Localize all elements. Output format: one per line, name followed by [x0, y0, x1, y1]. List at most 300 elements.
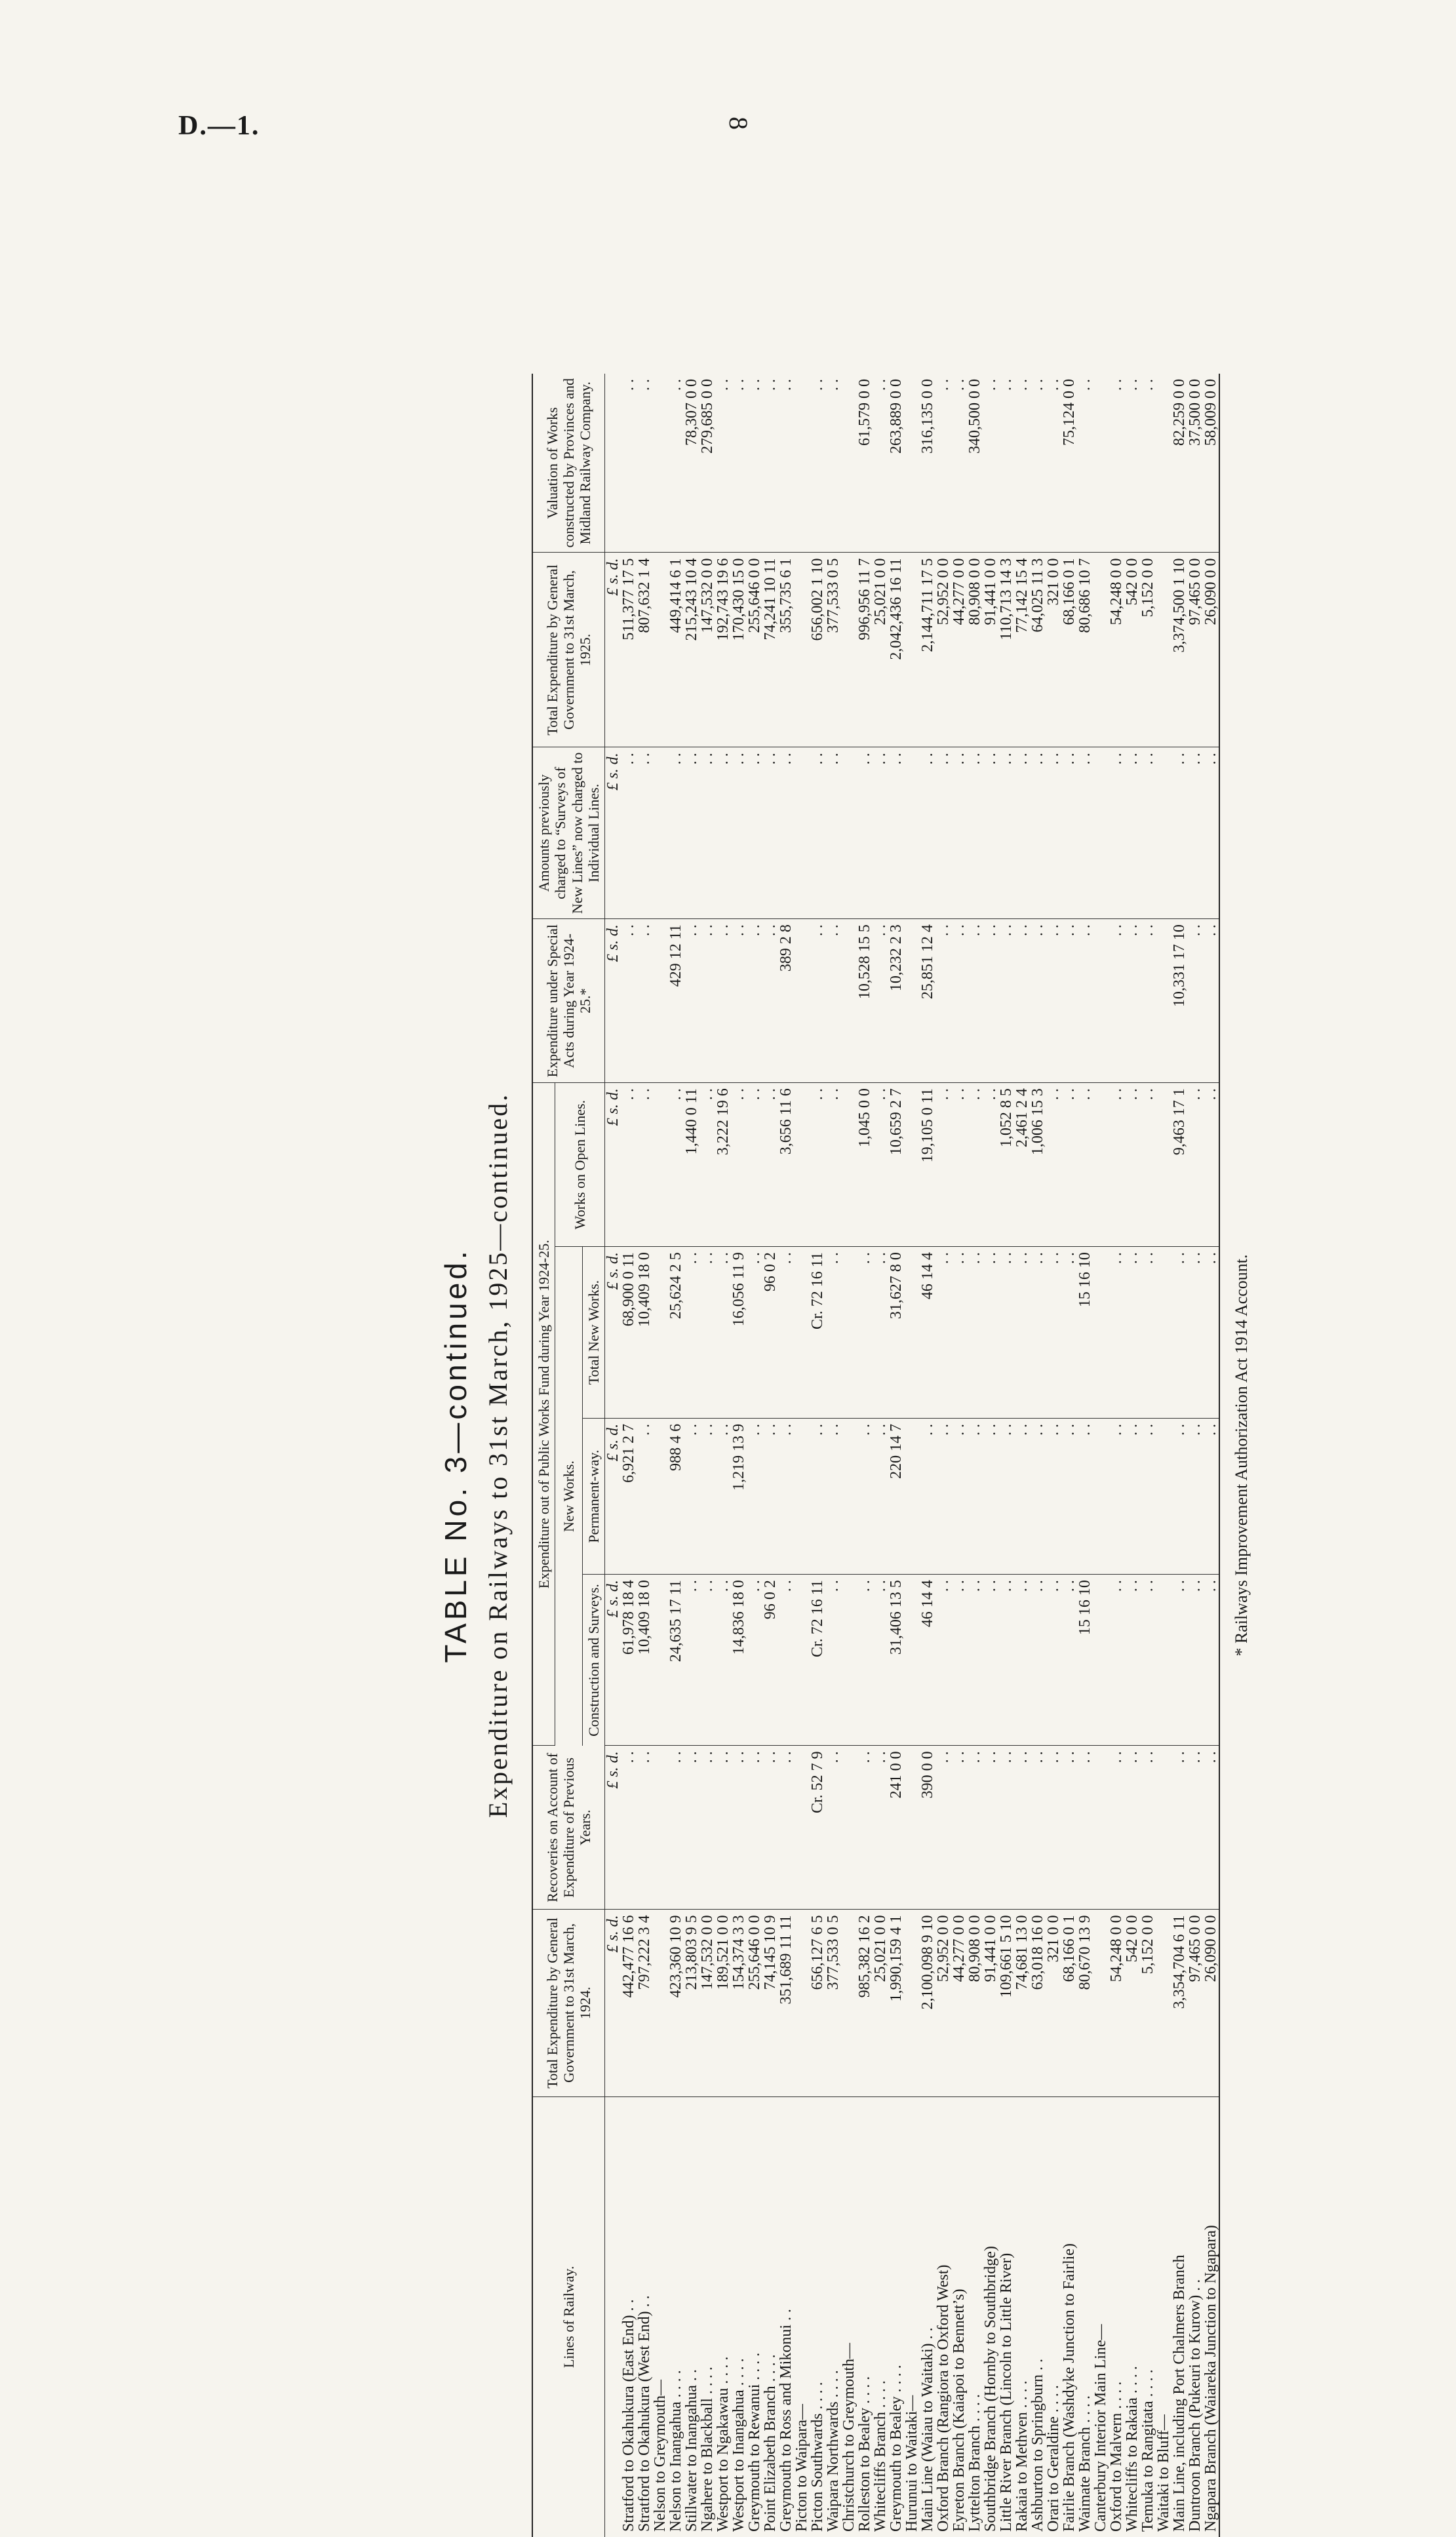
amount-cell: 110,713 14 3	[998, 553, 1014, 747]
table-row	[967, 374, 983, 2537]
amount-cell: . .	[1140, 747, 1156, 919]
amount-cell: . .	[621, 747, 637, 919]
amount-cell: . .	[778, 1247, 794, 1419]
amount-cell	[794, 374, 810, 553]
currency-row: £ s. d. £ s. d. £ s. d. £ s. d. £ s. d. £ s. d. £ s. d. £ s. d. £ s. d.	[605, 374, 621, 2537]
amount-cell: . .	[621, 374, 637, 553]
amount-cell: 74,241 10 11	[762, 553, 778, 747]
table-row	[998, 374, 1014, 2537]
amount-cell: 10,331 17 10	[1171, 919, 1187, 1083]
amount-cell: 656,002 1 10	[810, 553, 825, 747]
amount-cell: . .	[825, 1575, 841, 1746]
amount-cell: 96 0 2	[762, 1247, 778, 1419]
amount-cell: 68,166 0 1	[1061, 1910, 1077, 2096]
amount-cell: . .	[684, 1746, 699, 1910]
railway-line-name: Rolleston to Bealey . . . .	[856, 2376, 874, 2532]
amount-cell	[841, 1418, 857, 1574]
railway-line-name: Orari to Geraldine . . . .	[1045, 2385, 1063, 2532]
amount-cell: . .	[967, 1083, 983, 1247]
railway-line-name: Main Line, including Port Chalmers Branch	[1171, 2254, 1189, 2532]
amount-cell: . .	[857, 747, 873, 919]
amount-cell	[1156, 1910, 1171, 2096]
amount-cell: . .	[857, 1575, 873, 1746]
amount-cell: . .	[1030, 1575, 1046, 1746]
amount-cell: 996,956 11 7	[857, 553, 873, 747]
amount-cell: . .	[935, 1418, 951, 1574]
amount-cell	[1093, 1575, 1109, 1746]
amount-cell: 263,889 0 0	[888, 374, 904, 553]
amount-cell: 10,232 2 3	[888, 919, 904, 1083]
amount-cell: . .	[1140, 1418, 1156, 1574]
railway-line-name: Whitecliffs Branch . . . .	[872, 2380, 890, 2532]
amount-cell	[794, 1247, 810, 1419]
amount-cell: . .	[825, 1418, 841, 1574]
rotated-table-page	[433, 374, 1416, 2537]
table-row	[810, 374, 825, 2537]
railway-line-name: Greymouth to Rewanui . . . .	[746, 2352, 764, 2532]
amount-cell: . .	[825, 919, 841, 1083]
amount-cell: . .	[920, 747, 935, 919]
railway-line-name: Oxford Branch (Rangiora to Oxford West)	[935, 2264, 953, 2532]
amount-cell: . .	[668, 374, 684, 553]
amount-cell: . .	[637, 1083, 652, 1247]
amount-cell: . .	[621, 1746, 637, 1910]
amount-cell: . .	[1124, 374, 1140, 553]
amount-cell: 10,659 2 7	[888, 1083, 904, 1247]
amount-cell: . .	[825, 1083, 841, 1247]
amount-cell: 24,635 17 11	[668, 1575, 684, 1746]
amount-cell: 80,686 10 7	[1077, 553, 1093, 747]
amount-cell: . .	[1014, 1746, 1030, 1910]
amount-cell: . .	[1077, 1746, 1093, 1910]
table-row	[920, 374, 935, 2537]
amount-cell: 96 0 2	[762, 1575, 778, 1746]
amount-cell: . .	[1061, 1247, 1077, 1419]
amount-cell: . .	[699, 747, 715, 919]
amount-cell: . .	[731, 1083, 747, 1247]
amount-cell: . .	[1124, 1575, 1140, 1746]
amount-cell: 542 0 0	[1124, 1910, 1140, 2096]
table-row	[1030, 374, 1046, 2537]
amount-cell: . .	[684, 1247, 699, 1419]
amount-cell: . .	[1109, 1575, 1124, 1746]
railway-line-name: Waitaki to Bluff—	[1155, 2414, 1173, 2532]
railway-line-name: Nelson to Inangahua . . . .	[667, 2370, 685, 2532]
amount-cell: . .	[1109, 1247, 1124, 1419]
amount-cell: . .	[778, 374, 794, 553]
amount-cell: . .	[1046, 374, 1061, 553]
amount-cell: . .	[983, 919, 998, 1083]
amount-cell	[794, 919, 810, 1083]
amount-cell	[1093, 1247, 1109, 1419]
amount-cell: . .	[747, 1418, 762, 1574]
col-valuation: Valuation of Works constructed by Provinces and Midland Railway Company.	[532, 374, 605, 553]
amount-cell: . .	[699, 1418, 715, 1574]
amount-cell: . .	[951, 1575, 967, 1746]
amount-cell	[904, 553, 920, 747]
amount-cell	[904, 374, 920, 553]
amount-cell: . .	[935, 919, 951, 1083]
amount-cell: . .	[951, 374, 967, 553]
railway-line-name: Picton Southwards . . . .	[809, 2382, 827, 2532]
railway-line-name: Greymouth to Ross and Mikonui . .	[777, 2309, 795, 2532]
amount-cell: 1,006 15 3	[1030, 1083, 1046, 1247]
railway-line-name: Greymouth to Bealey . . . .	[888, 2365, 905, 2532]
amount-cell: 2,461 2 4	[1014, 1083, 1030, 1247]
railway-line-name: Waimate Branch . . . .	[1076, 2395, 1094, 2532]
amount-cell: 2,042,436 16 11	[888, 553, 904, 747]
amount-cell: . .	[967, 1746, 983, 1910]
amount-cell: . .	[778, 1418, 794, 1574]
amount-cell: . .	[715, 374, 731, 553]
amount-cell: 58,009 0 0	[1203, 374, 1219, 553]
amount-cell	[904, 1575, 920, 1746]
amount-cell: 213,803 9 5	[684, 1910, 699, 2096]
amount-cell	[841, 553, 857, 747]
col-group-public-works: Expenditure out of Public Works Fund during Year 1924-25.	[532, 1083, 555, 1746]
amount-cell: . .	[1124, 747, 1140, 919]
table-row	[1156, 374, 1171, 2537]
amount-cell: . .	[637, 919, 652, 1083]
railway-line-name: Main Line (Waiau to Waitaki) . .	[919, 2327, 937, 2532]
amount-cell: 279,685 0 0	[699, 374, 715, 553]
amount-cell: 75,124 0 0	[1061, 374, 1077, 553]
table-row	[1124, 374, 1140, 2537]
amount-cell	[1093, 919, 1109, 1083]
railway-line-name: Hurunui to Waitaki—	[903, 2395, 921, 2532]
amount-cell	[1156, 1247, 1171, 1419]
amount-cell: . .	[810, 919, 825, 1083]
amount-cell: 255,646 0 0	[747, 553, 762, 747]
amount-cell: . .	[762, 374, 778, 553]
amount-cell: . .	[1061, 1083, 1077, 1247]
amount-cell	[652, 1083, 668, 1247]
amount-cell: . .	[637, 1418, 652, 1574]
amount-cell: . .	[715, 1418, 731, 1574]
amount-cell: . .	[1140, 1575, 1156, 1746]
expenditure-table	[532, 374, 1220, 2537]
amount-cell: 77,142 15 4	[1014, 553, 1030, 747]
amount-cell: . .	[684, 919, 699, 1083]
amount-cell: . .	[1187, 1083, 1203, 1247]
railway-line-name: Southbridge Branch (Hornby to Southbridge)	[982, 2246, 1000, 2532]
amount-cell: 542 0 0	[1124, 553, 1140, 747]
col-new-works: New Works.	[555, 1247, 583, 1746]
amount-cell: . .	[1014, 1247, 1030, 1419]
col-lines: Lines of Railway.	[532, 2096, 605, 2537]
table-row	[951, 374, 967, 2537]
amount-cell: . .	[637, 374, 652, 553]
table-row	[1014, 374, 1030, 2537]
amount-cell: . .	[1014, 747, 1030, 919]
amount-cell: 3,374,500 1 10	[1171, 553, 1187, 747]
amount-cell: . .	[951, 1418, 967, 1574]
amount-cell: 316,135 0 0	[920, 374, 935, 553]
amount-cell: 2,144,711 17 5	[920, 553, 935, 747]
amount-cell: 61,579 0 0	[857, 374, 873, 553]
amount-cell: . .	[998, 374, 1014, 553]
amount-cell: . .	[1203, 1083, 1219, 1247]
amount-cell: 44,277 0 0	[951, 553, 967, 747]
amount-cell: 37,500 0 0	[1187, 374, 1203, 553]
table-row	[904, 374, 920, 2537]
amount-cell: 3,656 11 6	[778, 1083, 794, 1247]
amount-cell	[841, 1575, 857, 1746]
amount-cell: . .	[1109, 747, 1124, 919]
amount-cell: . .	[810, 1418, 825, 1574]
table-row	[1061, 374, 1077, 2537]
amount-cell: . .	[1187, 919, 1203, 1083]
table-row	[1171, 374, 1187, 2537]
amount-cell	[1093, 374, 1109, 553]
amount-cell	[904, 1418, 920, 1574]
amount-cell: . .	[810, 374, 825, 553]
amount-cell	[904, 747, 920, 919]
amount-cell: . .	[983, 374, 998, 553]
amount-cell	[794, 1910, 810, 2096]
amount-cell: . .	[983, 1418, 998, 1574]
amount-cell: . .	[1140, 374, 1156, 553]
railway-line-name: Little River Branch (Lincoln to Little River)	[998, 2252, 1015, 2532]
railway-line-name: Westport to Inangahua . . . .	[730, 2358, 748, 2532]
col-construction: Construction and Surveys.	[582, 1575, 604, 1746]
amount-cell: . .	[684, 1418, 699, 1574]
amount-cell: 97,465 0 0	[1187, 553, 1203, 747]
amount-cell: . .	[935, 1083, 951, 1247]
amount-cell: . .	[1061, 747, 1077, 919]
amount-cell: 64,025 11 3	[1030, 553, 1046, 747]
amount-cell: . .	[1046, 747, 1061, 919]
amount-cell: . .	[1187, 747, 1203, 919]
amount-cell: . .	[825, 374, 841, 553]
amount-cell: 25,021 0 0	[873, 1910, 888, 2096]
amount-cell: . .	[778, 747, 794, 919]
amount-cell: 355,735 6 1	[778, 553, 794, 747]
amount-cell: 61,978 18 4	[621, 1575, 637, 1746]
amount-cell: . .	[1203, 1247, 1219, 1419]
amount-cell: . .	[715, 1247, 731, 1419]
table-row	[1109, 374, 1124, 2537]
amount-cell: 1,440 0 11	[684, 1083, 699, 1247]
amount-cell: . .	[935, 747, 951, 919]
amount-cell: 68,900 0 11	[621, 1247, 637, 1419]
amount-cell: 5,152 0 0	[1140, 553, 1156, 747]
amount-cell	[794, 1575, 810, 1746]
amount-cell	[841, 1746, 857, 1910]
amount-cell: 147,532 0 0	[699, 553, 715, 747]
amount-cell: 19,105 0 11	[920, 1083, 935, 1247]
amount-cell: . .	[935, 374, 951, 553]
railway-line-name: Temuka to Rangitata . . . .	[1139, 2369, 1157, 2532]
table-row	[1046, 374, 1061, 2537]
amount-cell: . .	[935, 1746, 951, 1910]
amount-cell: . .	[715, 747, 731, 919]
amount-cell: . .	[1171, 1746, 1187, 1910]
amount-cell: 68,166 0 1	[1061, 553, 1077, 747]
amount-cell: . .	[1203, 1746, 1219, 1910]
amount-cell: . .	[951, 747, 967, 919]
table-row	[637, 374, 652, 2537]
amount-cell: 46 14 4	[920, 1247, 935, 1419]
amount-cell: . .	[983, 1746, 998, 1910]
col-total-1924: Total Expenditure by General Government to 31st March, 1924.	[532, 1910, 605, 2096]
railway-line-name: Rakaia to Methven . . . .	[1013, 2380, 1031, 2532]
amount-cell: . .	[857, 1746, 873, 1910]
amount-cell: . .	[668, 1083, 684, 1247]
amount-cell: 80,670 13 9	[1077, 1910, 1093, 2096]
amount-cell: 26,090 0 0	[1203, 553, 1219, 747]
amount-cell: . .	[1077, 1418, 1093, 1574]
amount-cell: . .	[747, 1083, 762, 1247]
amount-cell: . .	[1046, 1746, 1061, 1910]
amount-cell: 192,743 19 6	[715, 553, 731, 747]
amount-cell	[652, 1418, 668, 1574]
amount-cell: 389 2 8	[778, 919, 794, 1083]
amount-cell: . .	[998, 1418, 1014, 1574]
amount-cell: 91,441 0 0	[983, 1910, 998, 2096]
railway-line-name: Lyttelton Branch . . . .	[966, 2394, 984, 2532]
amount-cell: . .	[1014, 1418, 1030, 1574]
amount-cell: 429 12 11	[668, 919, 684, 1083]
amount-cell: . .	[699, 919, 715, 1083]
amount-cell	[1093, 1083, 1109, 1247]
col-total-new-works: Total New Works.	[582, 1247, 604, 1419]
amount-cell: 25,021 0 0	[873, 553, 888, 747]
amount-cell: . .	[998, 747, 1014, 919]
table-row	[873, 374, 888, 2537]
table-row	[1077, 374, 1093, 2537]
amount-cell: . .	[778, 1575, 794, 1746]
amount-cell: 340,500 0 0	[967, 374, 983, 553]
amount-cell: . .	[1124, 1247, 1140, 1419]
amount-cell: . .	[935, 1575, 951, 1746]
amount-cell: . .	[1109, 1418, 1124, 1574]
amount-cell	[1156, 374, 1171, 553]
amount-cell: 241 0 0	[888, 1746, 904, 1910]
amount-cell: . .	[967, 1247, 983, 1419]
table-row	[652, 374, 668, 2537]
amount-cell	[794, 1083, 810, 1247]
amount-cell: 9,463 17 1	[1171, 1083, 1187, 1247]
amount-cell	[652, 919, 668, 1083]
amount-cell: . .	[1124, 1746, 1140, 1910]
table-row	[935, 374, 951, 2537]
amount-cell: . .	[747, 1746, 762, 1910]
amount-cell: 54,248 0 0	[1109, 1910, 1124, 2096]
amount-cell: . .	[983, 1083, 998, 1247]
amount-cell	[1156, 1575, 1171, 1746]
amount-cell: 82,259 0 0	[1171, 374, 1187, 553]
table-subtitle: Expenditure on Railways to 31st March, 1925—continued.	[483, 1092, 513, 1819]
amount-cell: 390 0 0	[920, 1746, 935, 1910]
amount-cell: . .	[1046, 1083, 1061, 1247]
amount-cell	[1156, 1083, 1171, 1247]
amount-cell: . .	[1061, 1575, 1077, 1746]
amount-cell: 154,374 3 3	[731, 1910, 747, 2096]
table-row	[857, 374, 873, 2537]
amount-cell: . .	[1171, 1247, 1187, 1419]
amount-cell: . .	[637, 1746, 652, 1910]
amount-cell: . .	[699, 1746, 715, 1910]
amount-cell: . .	[951, 1746, 967, 1910]
railway-line-name: Waipara Northwards . . . .	[825, 2370, 842, 2532]
amount-cell: . .	[747, 374, 762, 553]
amount-cell: . .	[1061, 1746, 1077, 1910]
amount-cell: . .	[873, 919, 888, 1083]
amount-cell: . .	[1046, 919, 1061, 1083]
amount-cell	[904, 1247, 920, 1419]
railway-line-name: Stratford to Okahukura (East End) . .	[620, 2299, 638, 2532]
amount-cell: . .	[1077, 919, 1093, 1083]
amount-cell: 3,354,704 6 11	[1171, 1910, 1187, 2096]
amount-cell	[904, 1746, 920, 1910]
amount-cell: 10,409 18 0	[637, 1247, 652, 1419]
railway-line-name: Ngahere to Blackball . . . .	[699, 2367, 717, 2532]
amount-cell	[904, 919, 920, 1083]
amount-cell	[652, 1575, 668, 1746]
amount-cell: 10,528 15 5	[857, 919, 873, 1083]
amount-cell: Cr. 72 16 11	[810, 1247, 825, 1419]
railway-line-name: Whitecliffs to Rakaia . . . .	[1124, 2366, 1141, 2532]
amount-cell: 147,532 0 0	[699, 1910, 715, 2096]
amount-cell: . .	[1030, 919, 1046, 1083]
amount-cell: 1,219 13 9	[731, 1418, 747, 1574]
amount-cell: . .	[731, 1746, 747, 1910]
amount-cell: . .	[762, 747, 778, 919]
amount-cell: . .	[762, 919, 778, 1083]
table-row	[888, 374, 904, 2537]
amount-cell: . .	[1187, 1418, 1203, 1574]
amount-cell: . .	[873, 1083, 888, 1247]
amount-cell: 1,990,159 4 1	[888, 1910, 904, 2096]
amount-cell	[1156, 1418, 1171, 1574]
amount-cell: 321 0 0	[1046, 553, 1061, 747]
table-row	[1203, 374, 1219, 2537]
table-row	[621, 374, 637, 2537]
amount-cell: . .	[1014, 1575, 1030, 1746]
amount-cell: . .	[1171, 747, 1187, 919]
amount-cell: . .	[1109, 1746, 1124, 1910]
railway-line-name: Picton to Waipara—	[793, 2404, 811, 2532]
amount-cell: 2,100,098 9 10	[920, 1910, 935, 2096]
amount-cell: 215,243 10 4	[684, 553, 699, 747]
amount-cell: . .	[1061, 1418, 1077, 1574]
amount-cell: 78,307 0 0	[684, 374, 699, 553]
amount-cell: . .	[873, 374, 888, 553]
amount-cell: . .	[967, 747, 983, 919]
amount-cell	[904, 1083, 920, 1247]
amount-cell: 52,952 0 0	[935, 553, 951, 747]
amount-cell: . .	[747, 1575, 762, 1746]
amount-cell	[1093, 1910, 1109, 2096]
amount-cell: 511,377 17 5	[621, 553, 637, 747]
table-row	[778, 374, 794, 2537]
amount-cell: 14,836 18 0	[731, 1575, 747, 1746]
amount-cell: 255,646 0 0	[747, 1910, 762, 2096]
amount-cell: Cr. 52 7 9	[810, 1746, 825, 1910]
table-row	[1140, 374, 1156, 2537]
amount-cell: . .	[1124, 919, 1140, 1083]
railway-line-name: Point Elizabeth Branch . . . .	[762, 2354, 779, 2532]
table-row	[1187, 374, 1203, 2537]
amount-cell: 442,477 16 6	[621, 1910, 637, 2096]
amount-cell: 44,277 0 0	[951, 1910, 967, 2096]
amount-cell	[652, 1910, 668, 2096]
amount-cell: . .	[731, 919, 747, 1083]
amount-cell: . .	[983, 747, 998, 919]
amount-cell	[841, 1083, 857, 1247]
amount-cell: 1,052 8 5	[998, 1083, 1014, 1247]
